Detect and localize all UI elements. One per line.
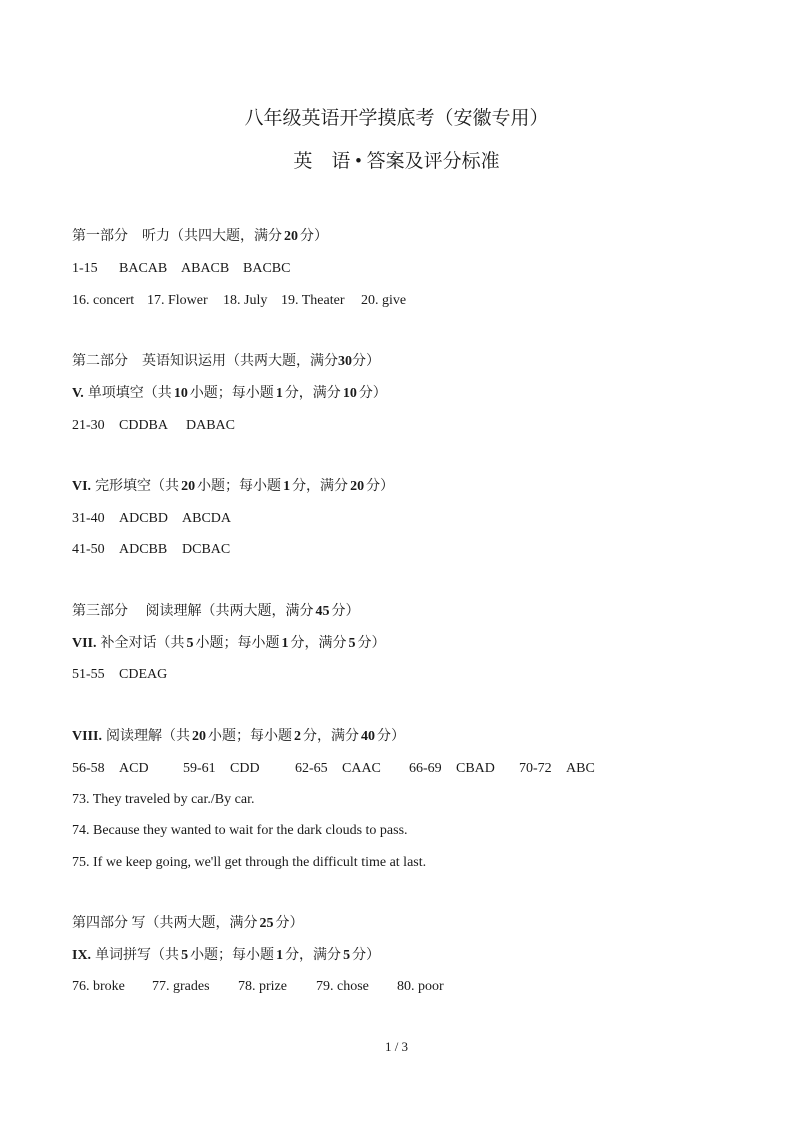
answer-row-41-50: 41-50 ADCBB DCBAC (72, 542, 231, 557)
answer-75: 75. If we keep going, we'll get through the difficult time at last. (72, 855, 427, 870)
answer-row-56-72: 56-58 ACD 59-61 CDD 62-65 CAAC 66-69 CBAD 70-72 ABC (72, 761, 595, 776)
answer-row-51-55: 51-55 CDEAG (72, 667, 168, 682)
answer-row-21-30: 21-30 CDDBA DABAC (72, 418, 236, 433)
part1-heading: 第一部分 听力（共四大题，满分 20 分） (72, 229, 328, 244)
page-title: 八年级英语开学摸底考（安徽专用） (244, 108, 549, 129)
section-5-heading: V. 单项填空（共 10 小题；每小题 1 分，满分 10 分） (72, 386, 387, 401)
answer-row-1-15: 1-15 BACAB ABACB BACBC (72, 261, 291, 276)
answer-73: 73. They traveled by car./By car. (72, 792, 255, 807)
part3-heading: 第三部分 阅读理解（共两大题，满分 45 分） (72, 604, 360, 619)
section-8-heading: VIII. 阅读理解（共 20 小题；每小题 2 分，满分 40 分） (72, 729, 405, 744)
page-number: 1 / 3 (384, 1039, 409, 1054)
part4-heading: 第四部分 写（共两大题，满分 25 分） (72, 916, 304, 931)
answer-74: 74. Because they wanted to wait for the dark clouds to pass. (72, 823, 408, 838)
answer-row-16-20: 16. concert 17. Flower 18. July 19. Theater 20. give (72, 293, 407, 308)
answer-row-76-80: 76. broke 77. grades 78. prize 79. chose 80. poor (72, 979, 444, 994)
section-7-heading: VII. 补全对话（共 5 小题；每小题 1 分，满分 5 分） (72, 636, 386, 651)
section-9-heading: IX. 单词拼写（共 5 小题；每小题 1 分，满分 5 分） (72, 948, 381, 963)
page-subtitle: 英 语 • 答案及评分标准 (293, 151, 500, 172)
section-6-heading: VI. 完形填空（共 20 小题；每小题 1 分，满分 20 分） (72, 479, 395, 494)
part2-heading: 第二部分 英语知识运用（共两大题，满分30分） (72, 354, 380, 369)
answer-row-31-40: 31-40 ADCBD ABCDA (72, 511, 232, 526)
